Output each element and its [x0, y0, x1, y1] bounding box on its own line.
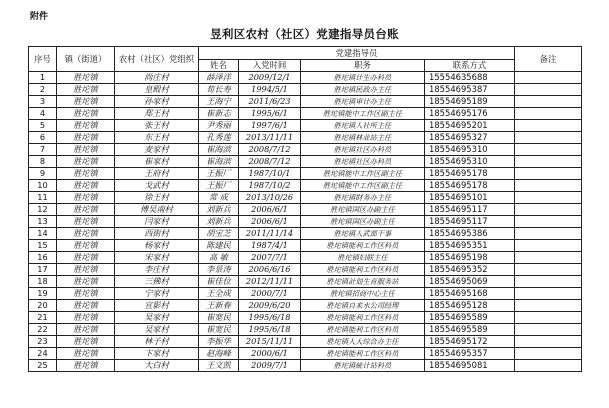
cell-town: 胜坨镇 — [57, 108, 115, 120]
cell-seq: 8 — [29, 156, 57, 168]
cell-date: 1987/4/1 — [239, 240, 301, 252]
cell-remark — [515, 204, 582, 216]
cell-position: 胜坨镇能利工作区科员 — [301, 240, 425, 252]
cell-seq: 18 — [29, 276, 57, 288]
cell-name: 王海宁 — [199, 96, 239, 108]
cell-date: 2007/7/1 — [239, 252, 301, 264]
cell-name: 高 敏 — [199, 252, 239, 264]
cell-position: 胜坨镇国区办副主任 — [301, 204, 425, 216]
cell-name: 常 成 — [199, 192, 239, 204]
cell-village: 吴家村 — [115, 324, 199, 336]
cell-remark — [515, 120, 582, 132]
cell-town: 胜坨镇 — [57, 216, 115, 228]
cell-village: 皇殿村 — [115, 84, 199, 96]
cell-town: 胜坨镇 — [57, 324, 115, 336]
cell-position: 胜坨镇林业站主任 — [301, 132, 425, 144]
cell-name: 王振厂 — [199, 180, 239, 192]
cell-phone: 18554695387 — [425, 84, 515, 96]
cell-seq: 2 — [29, 84, 57, 96]
cell-seq: 20 — [29, 300, 57, 312]
cell-remark — [515, 132, 582, 144]
cell-town: 胜坨镇 — [57, 84, 115, 96]
cell-name: 王新春 — [199, 300, 239, 312]
cell-remark — [515, 276, 582, 288]
cell-remark — [515, 360, 582, 372]
cell-remark — [515, 156, 582, 168]
cell-seq: 13 — [29, 216, 57, 228]
cell-phone: 18554695198 — [425, 252, 515, 264]
cell-phone: 18554695310 — [425, 156, 515, 168]
cell-phone: 18554695310 — [425, 144, 515, 156]
cell-phone: 18554695081 — [425, 360, 515, 372]
table-row — [29, 216, 582, 228]
cell-phone: 18554695352 — [425, 264, 515, 276]
cell-phone: 18554695351 — [425, 240, 515, 252]
cell-position: 胜坨镇社区办科员 — [301, 144, 425, 156]
cell-position: 胜坨镇計划生育服务站 — [301, 276, 425, 288]
cell-village: 西街村 — [115, 228, 199, 240]
table-row — [29, 264, 582, 276]
cell-date: 1987/10/2 — [239, 180, 301, 192]
cell-seq: 25 — [29, 360, 57, 372]
header-remark: 备注 — [515, 47, 582, 72]
cell-remark — [515, 288, 582, 300]
cell-town: 胜坨镇 — [57, 348, 115, 360]
cell-position: 胜坨镇能中工作区副主任 — [301, 108, 425, 120]
cell-remark — [515, 324, 582, 336]
cell-town: 胜坨镇 — [57, 312, 115, 324]
cell-position: 胜坨镇民政办主任 — [301, 84, 425, 96]
attachment-label: 附件 — [30, 12, 49, 22]
cell-town: 胜坨镇 — [57, 180, 115, 192]
cell-remark — [515, 312, 582, 324]
cell-remark — [515, 96, 582, 108]
table-row — [29, 360, 582, 372]
cell-date: 2000/6/1 — [239, 348, 301, 360]
cell-position: 胜坨镇能中工作区副主任 — [301, 180, 425, 192]
table-row — [29, 180, 582, 192]
header-date: 入党时间 — [239, 60, 301, 72]
cell-name: 崔佳位 — [199, 276, 239, 288]
cell-date: 2006/6/1 — [239, 204, 301, 216]
cell-phone: 18554695128 — [425, 300, 515, 312]
cell-name: 陈建民 — [199, 240, 239, 252]
cell-seq: 24 — [29, 348, 57, 360]
cell-position: 胜坨镇能利工作区科员 — [301, 324, 425, 336]
cell-position: 胜坨镇招商中心主任 — [301, 288, 425, 300]
cell-phone: 18554695117 — [425, 204, 515, 216]
cell-village: 杨家村 — [115, 240, 199, 252]
cell-name: 尹秀丽 — [199, 120, 239, 132]
cell-remark — [515, 240, 582, 252]
header-guide-group: 党建指导员 — [199, 47, 515, 60]
table-row — [29, 336, 582, 348]
cell-remark — [515, 216, 582, 228]
table-row — [29, 72, 582, 84]
cell-phone: 18554695357 — [425, 348, 515, 360]
cell-date: 2011/6/23 — [239, 96, 301, 108]
table-row — [29, 84, 582, 96]
cell-village: 郑王村 — [115, 108, 199, 120]
cell-remark — [515, 228, 582, 240]
table-row — [29, 168, 582, 180]
document-title: 昱利区农村（社区）党建指导员台账 — [210, 27, 399, 41]
table-row — [29, 324, 582, 336]
cell-date: 2011/11/14 — [239, 228, 301, 240]
cell-name: 薛泽洋 — [199, 72, 239, 84]
header-position: 职务 — [301, 60, 425, 72]
cell-village: 宁家村 — [115, 288, 199, 300]
cell-town: 胜坨镇 — [57, 72, 115, 84]
cell-phone: 18554695172 — [425, 336, 515, 348]
cell-remark — [515, 252, 582, 264]
cell-position: 胜坨镇审计办主任 — [301, 96, 425, 108]
cell-village: 闫家村 — [115, 216, 199, 228]
cell-village: 孙家村 — [115, 96, 199, 108]
cell-date: 2009/7/1 — [239, 360, 301, 372]
cell-position: 胜坨镇人社所主任 — [301, 120, 425, 132]
cell-town: 胜坨镇 — [57, 120, 115, 132]
cell-name: 胡宝芝 — [199, 228, 239, 240]
cell-village: 李庄村 — [115, 264, 199, 276]
cell-seq: 15 — [29, 240, 57, 252]
cell-town: 胜坨镇 — [57, 276, 115, 288]
cell-village: 戈武村 — [115, 180, 199, 192]
cell-name: 崔宽民 — [199, 312, 239, 324]
cell-village: 林子村 — [115, 336, 199, 348]
cell-remark — [515, 348, 582, 360]
cell-date: 1995/6/18 — [239, 324, 301, 336]
cell-remark — [515, 180, 582, 192]
cell-town: 胜坨镇 — [57, 168, 115, 180]
cell-name: 赵海峰 — [199, 348, 239, 360]
cell-position: 胜坨镇社区办科员 — [301, 156, 425, 168]
cell-seq: 16 — [29, 252, 57, 264]
cell-phone: 18554695201 — [425, 120, 515, 132]
cell-phone: 18554695069 — [425, 276, 515, 288]
cell-village: 卞家村 — [115, 348, 199, 360]
cell-name: 崔海滨 — [199, 156, 239, 168]
cell-date: 2013/11/11 — [239, 132, 301, 144]
cell-position: 胜坨镇能中工作区副主任 — [301, 168, 425, 180]
cell-position: 胜坨镇財务办主任 — [301, 192, 425, 204]
cell-town: 胜坨镇 — [57, 132, 115, 144]
table-row — [29, 144, 582, 156]
cell-phone: 15554635688 — [425, 72, 515, 84]
table-row — [29, 288, 582, 300]
cell-remark — [515, 168, 582, 180]
cell-town: 胜坨镇 — [57, 144, 115, 156]
cell-date: 1987/10/1 — [239, 168, 301, 180]
cell-date: 1995/6/1 — [239, 108, 301, 120]
cell-position: 胜坨镇能利工作区科员 — [301, 264, 425, 276]
table-row — [29, 156, 582, 168]
cell-village: 徐王村 — [115, 192, 199, 204]
cell-date: 2006/6/16 — [239, 264, 301, 276]
cell-position: 胜坨镇能利工作区科员 — [301, 312, 425, 324]
cell-remark — [515, 336, 582, 348]
table-row — [29, 312, 582, 324]
cell-name: 刘新兵 — [199, 216, 239, 228]
cell-seq: 23 — [29, 336, 57, 348]
table-row — [29, 108, 582, 120]
cell-name: 王文凯 — [199, 360, 239, 372]
cell-seq: 22 — [29, 324, 57, 336]
cell-town: 胜坨镇 — [57, 288, 115, 300]
table-row — [29, 240, 582, 252]
cell-date: 2015/11/11 — [239, 336, 301, 348]
table-row — [29, 252, 582, 264]
cell-seq: 4 — [29, 108, 57, 120]
cell-position: 胜坨镇计生办科员 — [301, 72, 425, 84]
cell-town: 胜坨镇 — [57, 336, 115, 348]
cell-village: 傅吴南村 — [115, 204, 199, 216]
cell-remark — [515, 300, 582, 312]
cell-seq: 19 — [29, 288, 57, 300]
cell-date: 2008/7/12 — [239, 156, 301, 168]
cell-town: 胜坨镇 — [57, 204, 115, 216]
cell-village: 张王村 — [115, 120, 199, 132]
cell-date: 2009/12/1 — [239, 72, 301, 84]
cell-date: 2012/11/11 — [239, 276, 301, 288]
cell-village: 宋家村 — [115, 252, 199, 264]
cell-seq: 5 — [29, 120, 57, 132]
cell-town: 胜坨镇 — [57, 252, 115, 264]
cell-position: 胜坨镇人武部干事 — [301, 228, 425, 240]
cell-seq: 11 — [29, 192, 57, 204]
cell-remark — [515, 108, 582, 120]
cell-date: 2008/7/12 — [239, 144, 301, 156]
cell-seq: 10 — [29, 180, 57, 192]
cell-seq: 7 — [29, 144, 57, 156]
cell-village: 东王村 — [115, 132, 199, 144]
cell-town: 胜坨镇 — [57, 264, 115, 276]
table-row — [29, 228, 582, 240]
cell-name: 王振厂 — [199, 168, 239, 180]
cell-village: 吴家村 — [115, 312, 199, 324]
cell-phone: 18554695589 — [425, 312, 515, 324]
cell-village: 崔家村 — [115, 156, 199, 168]
cell-date: 2000/7/1 — [239, 288, 301, 300]
cell-seq: 21 — [29, 312, 57, 324]
cell-name: 崔海滨 — [199, 144, 239, 156]
cell-date: 2009/6/20 — [239, 300, 301, 312]
table-row — [29, 192, 582, 204]
cell-name: 李景涛 — [199, 264, 239, 276]
cell-village: 宣影村 — [115, 300, 199, 312]
guide-ledger-table — [28, 46, 582, 372]
cell-date: 2013/10/26 — [239, 192, 301, 204]
cell-seq: 6 — [29, 132, 57, 144]
cell-name: 王全成 — [199, 288, 239, 300]
cell-phone: 18554695189 — [425, 96, 515, 108]
cell-date: 1994/5/1 — [239, 84, 301, 96]
cell-town: 胜坨镇 — [57, 240, 115, 252]
header-name: 姓名 — [199, 60, 239, 72]
cell-position: 胜坨镇妇联主任 — [301, 252, 425, 264]
cell-date: 2006/6/1 — [239, 216, 301, 228]
cell-seq: 3 — [29, 96, 57, 108]
cell-name: 崔宽民 — [199, 324, 239, 336]
header-town: 镇（街道） — [57, 47, 115, 72]
cell-village: 三佛村 — [115, 276, 199, 288]
table-row — [29, 276, 582, 288]
cell-phone: 18554695101 — [425, 192, 515, 204]
cell-date: 1995/6/18 — [239, 312, 301, 324]
cell-date: 1997/6/1 — [239, 120, 301, 132]
cell-remark — [515, 264, 582, 276]
cell-position: 胜坨镇自来水公司经理 — [301, 300, 425, 312]
cell-phone: 18554695168 — [425, 288, 515, 300]
cell-town: 胜坨镇 — [57, 156, 115, 168]
cell-phone: 18554695386 — [425, 228, 515, 240]
cell-town: 胜坨镇 — [57, 228, 115, 240]
cell-name: 孔秀莲 — [199, 132, 239, 144]
cell-seq: 12 — [29, 204, 57, 216]
cell-seq: 14 — [29, 228, 57, 240]
cell-name: 崔新志 — [199, 108, 239, 120]
cell-town: 胜坨镇 — [57, 96, 115, 108]
cell-seq: 17 — [29, 264, 57, 276]
header-village: 农村（社区）党组织 — [115, 47, 199, 72]
table-row — [29, 348, 582, 360]
cell-phone: 18554695176 — [425, 108, 515, 120]
cell-phone: 18554695589 — [425, 324, 515, 336]
cell-name: 刘新兵 — [199, 204, 239, 216]
cell-village: 大白村 — [115, 360, 199, 372]
cell-remark — [515, 72, 582, 84]
cell-seq: 1 — [29, 72, 57, 84]
table-row — [29, 204, 582, 216]
table-row — [29, 132, 582, 144]
table-row — [29, 96, 582, 108]
table-row — [29, 300, 582, 312]
cell-position: 胜坨镇統计站科员 — [301, 360, 425, 372]
cell-remark — [515, 84, 582, 96]
cell-town: 胜坨镇 — [57, 360, 115, 372]
cell-town: 胜坨镇 — [57, 300, 115, 312]
cell-name: 李振华 — [199, 336, 239, 348]
cell-phone: 18554695178 — [425, 168, 515, 180]
cell-seq: 9 — [29, 168, 57, 180]
cell-village: 王府村 — [115, 168, 199, 180]
cell-position: 胜坨镇国区办副主任 — [301, 216, 425, 228]
table-row — [29, 120, 582, 132]
cell-village: 麦家村 — [115, 144, 199, 156]
cell-phone: 18554695327 — [425, 132, 515, 144]
cell-name: 荀长寿 — [199, 84, 239, 96]
cell-position: 胜坨镇人大综合办主任 — [301, 336, 425, 348]
cell-town: 胜坨镇 — [57, 192, 115, 204]
cell-phone: 18554695178 — [425, 180, 515, 192]
header-seq: 序号 — [29, 47, 57, 72]
cell-village: 尚庄村 — [115, 72, 199, 84]
cell-position: 胜坨镇能利工作区科员 — [301, 348, 425, 360]
header-phone: 联系方式 — [425, 60, 515, 72]
cell-remark — [515, 192, 582, 204]
cell-remark — [515, 144, 582, 156]
cell-phone: 18554695117 — [425, 216, 515, 228]
